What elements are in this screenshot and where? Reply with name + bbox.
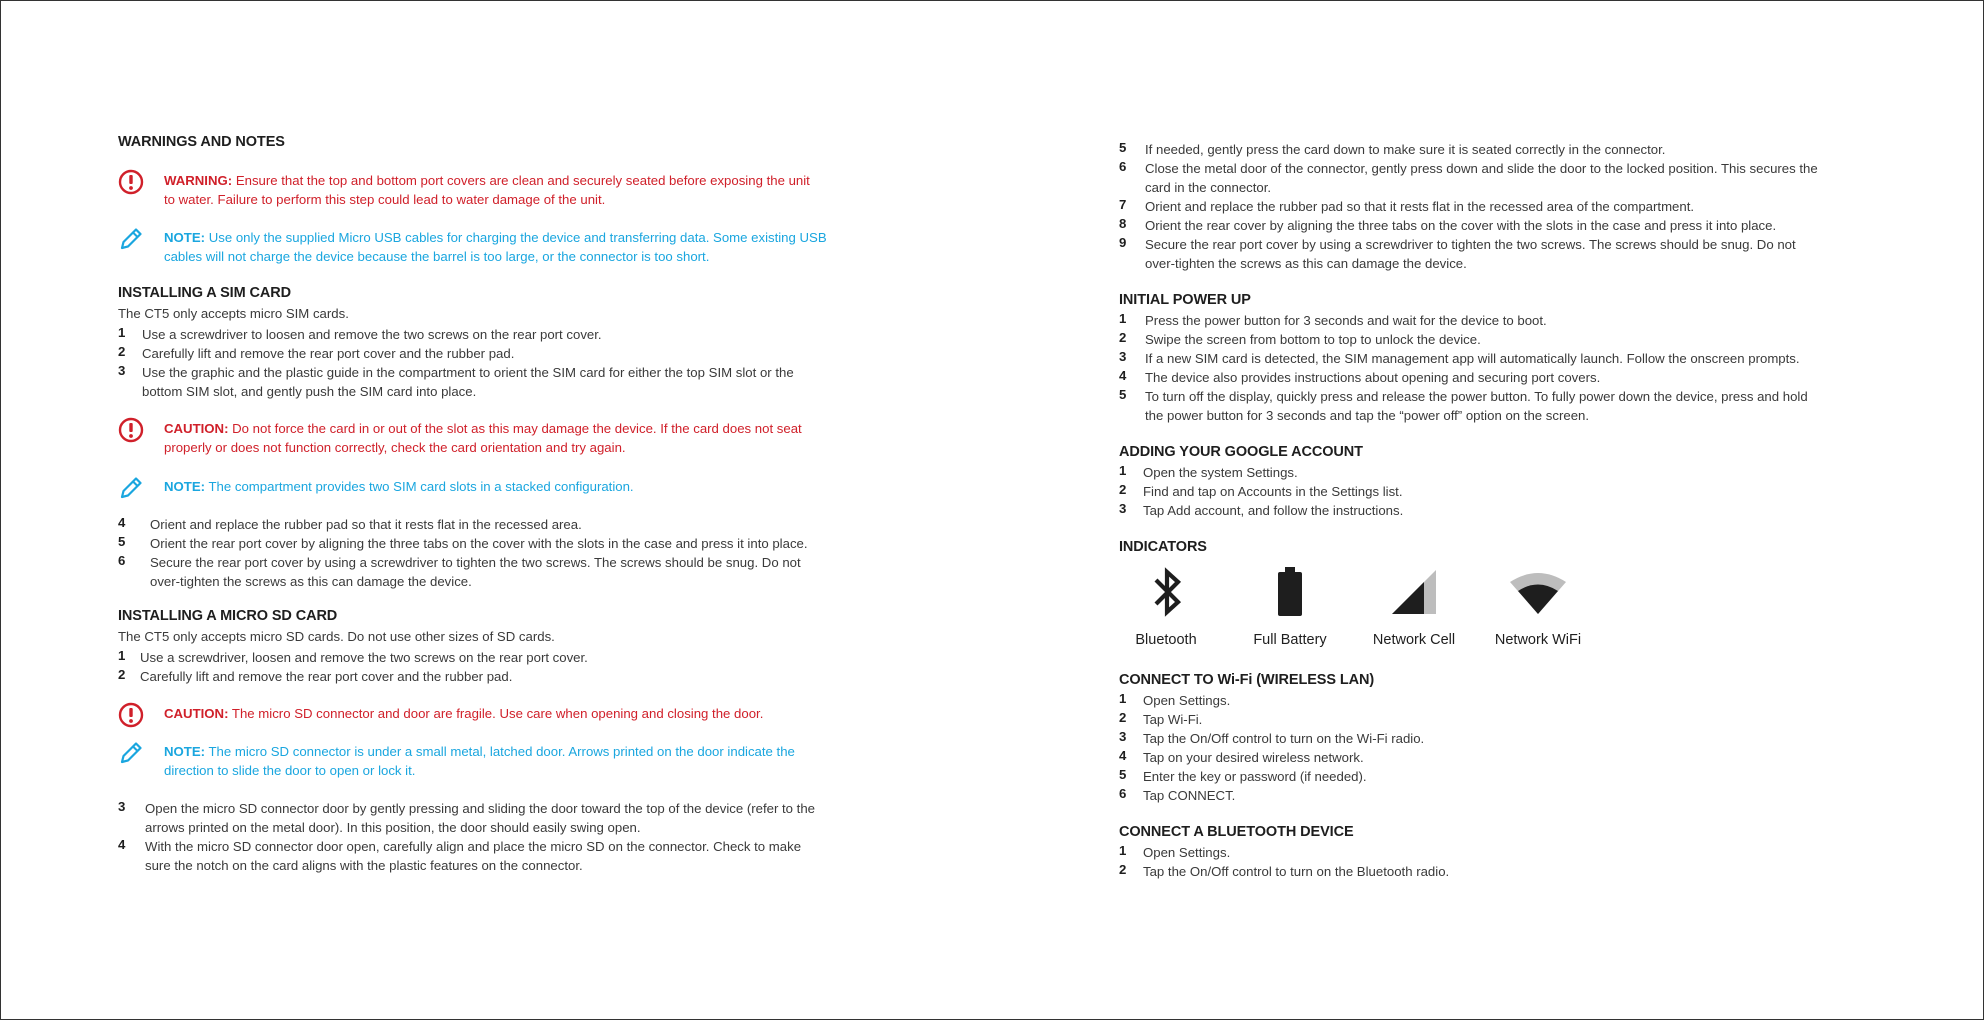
cell-signal-icon (1390, 568, 1438, 616)
manual-page: WARNINGS AND NOTES WARNING: Ensure that the top and bottom port covers are clean and securely seated before exposing the unit to water. Failure to perform this step could lead to water damage of the unit. NOTE: Use only the supplied Micro USB cables for charging the device and transferring data. Some existing USB cables will not charge the device because the barrel is too large, or the connector is too short. INSTALLING A SIM CARD The CT5 only accepts micro SIM cards. 1 Use a screwdriver to loosen and remove the two screws on the rear port cover. 2 Carefully lift and remove the rear port cover and the rubber pad. 3 Use the graphic and the plastic guide in the compartment to orient the SIM card for either the top SIM slot or the bottom SIM slot, and gently push the SIM card into place. CAUTION: Do not force the card in or out of the slot as this may damage the device. If the card does not seat properly or does not function correctly, check the card orientation and try again. NOTE: The compartment provides two SIM card slots in a stacked configuration. 4 Orient and replace the rubber pad so that it rests flat in the recessed area. 5 Orient the rear port cover by aligning the three tabs on the cover with the slots in the case and press it into place. 6 Secure the rear port cover by using a screwdriver to tighten the two screws. The screws should be snug. Do not over-tighten the screws as this can damage the device. INSTALLING A MICRO SD CARD The CT5 only accepts micro SD cards. Do not use other sizes of SD cards. 1 Use a screwdriver, loosen and remove the two screws on the rear port cover. 2 Carefully lift and remove the rear port cover and the rubber pad. CAUTION: The micro SD connector and door are fragile. Use care when opening and closing the door. NOTE: The micro SD connector is under a small metal, latched door. Arrows printed on the door indicate the direction to slide the door to open or lock it. 3 Open the micro SD connector door by gently pressing and sliding the door toward the top of the device (refer to the arrows printed on the metal door). In this position, the door should easily swing open. 4 With the micro SD connector door open, carefully align and place the micro SD on the connector. Check to make sure the notch on the card aligns with the plastic features on the connector. 5 If needed, gently press the card down to make sure it is seated correctly in the connector. 6 Close the metal door of the connector, gently press down and slide the door to the locked position. This secures the card in the connector. 7 Orient and replace the rubber pad so that it rests flat in the recessed area of the compartment. 8 Orient the rear cover by aligning the three tabs on the cover with the slots in the case and press it into place. 9 Secure the rear port cover by using a screwdriver to tighten the two screws. The screws should be snug. Do not over-tighten the screws as this can damage the device. INITIAL POWER UP 1 Press the power button for 3 seconds and wait for the device to boot. 2 Swipe the screen from bottom to top to unlock the device. 3 If a new SIM card is detected, the SIM management app will automatically launch. Follow the onscreen prompts. 4 The device also provides instructions about opening and securing port covers. 5 To turn off the display, quickly press and release the power button. To fully power down the device, press and hold the power button for 3 seconds and tap the “power off” option on the screen. ADDING YOUR GOOGLE ACCOUNT 1 Open the system Settings. 2 Find and tap on Accounts in the Settings list. 3 Tap Add account, and follow the instructions. INDICATORS Bluetooth Full Battery Network Cell Network WiFi CONNECT TO Wi-Fi (WIRELESS LAN) 1 Open Settings. 2 Tap Wi-Fi. 3 Tap the On/Off control to turn on the Wi-Fi radio. 4 Tap on your desired wireless network. 5 Enter the key or password (if needed). 6 Tap CONNECT. CONNECT A BLUETOOTH DEVICE 1 Open Settings. 2 Tap the On/Off control to turn on the Bluetooth radio. (0, 0, 1984, 1020)
wifi-heading: CONNECT TO Wi-Fi (WIRELESS LAN) (1119, 672, 1375, 688)
caution-text: CAUTION: The micro SD connector and door are fragile. Use care when opening and closing the door. (164, 706, 764, 721)
warning-text: WARNING: Ensure that the top and bottom port covers are clean and securely seated before exposing the unit to water. Failure to perform this step could lead to water damage of the unit. (164, 173, 810, 207)
indicator-cell (1359, 564, 1469, 648)
indicators-heading: INDICATORS (1119, 539, 1207, 555)
sd-intro: The CT5 only accepts micro SD cards. Do not use other sizes of SD cards. (118, 629, 555, 644)
battery-full-icon (1276, 567, 1304, 617)
power-heading: INITIAL POWER UP (1119, 292, 1251, 308)
indicator-label: Network WiFi (1494, 632, 1582, 648)
google-heading: ADDING YOUR GOOGLE ACCOUNT (1119, 444, 1363, 460)
caution-text: CAUTION: Do not force the card in or out of the slot as this may damage the device. If the card does not seat properly or does not function correctly, check the card orientation and try again. (164, 421, 802, 455)
pencil-icon (118, 475, 144, 501)
indicator-label: Bluetooth (1135, 632, 1197, 648)
sd-heading: INSTALLING A MICRO SD CARD (118, 608, 338, 624)
indicator-label: Full Battery (1253, 632, 1327, 648)
indicator-battery (1235, 564, 1345, 648)
warnings-heading: WARNINGS AND NOTES (118, 134, 285, 150)
note-text: NOTE: The compartment provides two SIM card slots in a stacked configuration. (164, 479, 634, 494)
indicator-label: Network Cell (1372, 632, 1456, 648)
bluetooth-icon (1147, 566, 1187, 618)
indicator-wifi (1483, 564, 1593, 648)
warning-icon (118, 417, 144, 443)
sim-heading: INSTALLING A SIM CARD (118, 285, 291, 301)
indicator-bluetooth (1111, 564, 1221, 648)
pencil-icon (118, 226, 144, 252)
pencil-icon (118, 740, 144, 766)
bluetooth-heading: CONNECT A BLUETOOTH DEVICE (1119, 824, 1354, 840)
warning-icon (118, 702, 144, 728)
sim-intro: The CT5 only accepts micro SIM cards. (118, 306, 349, 321)
wifi-icon (1509, 572, 1567, 616)
note-text: NOTE: Use only the supplied Micro USB cables for charging the device and transferring data. Some existing USB cables will not charge the device because the barrel is too large, or the connector is too short. (164, 230, 827, 264)
note-text: NOTE: The micro SD connector is under a small metal, latched door. Arrows printed on the door indicate the direction to slide the door to open or lock it. (164, 744, 795, 778)
warning-icon (118, 169, 144, 195)
